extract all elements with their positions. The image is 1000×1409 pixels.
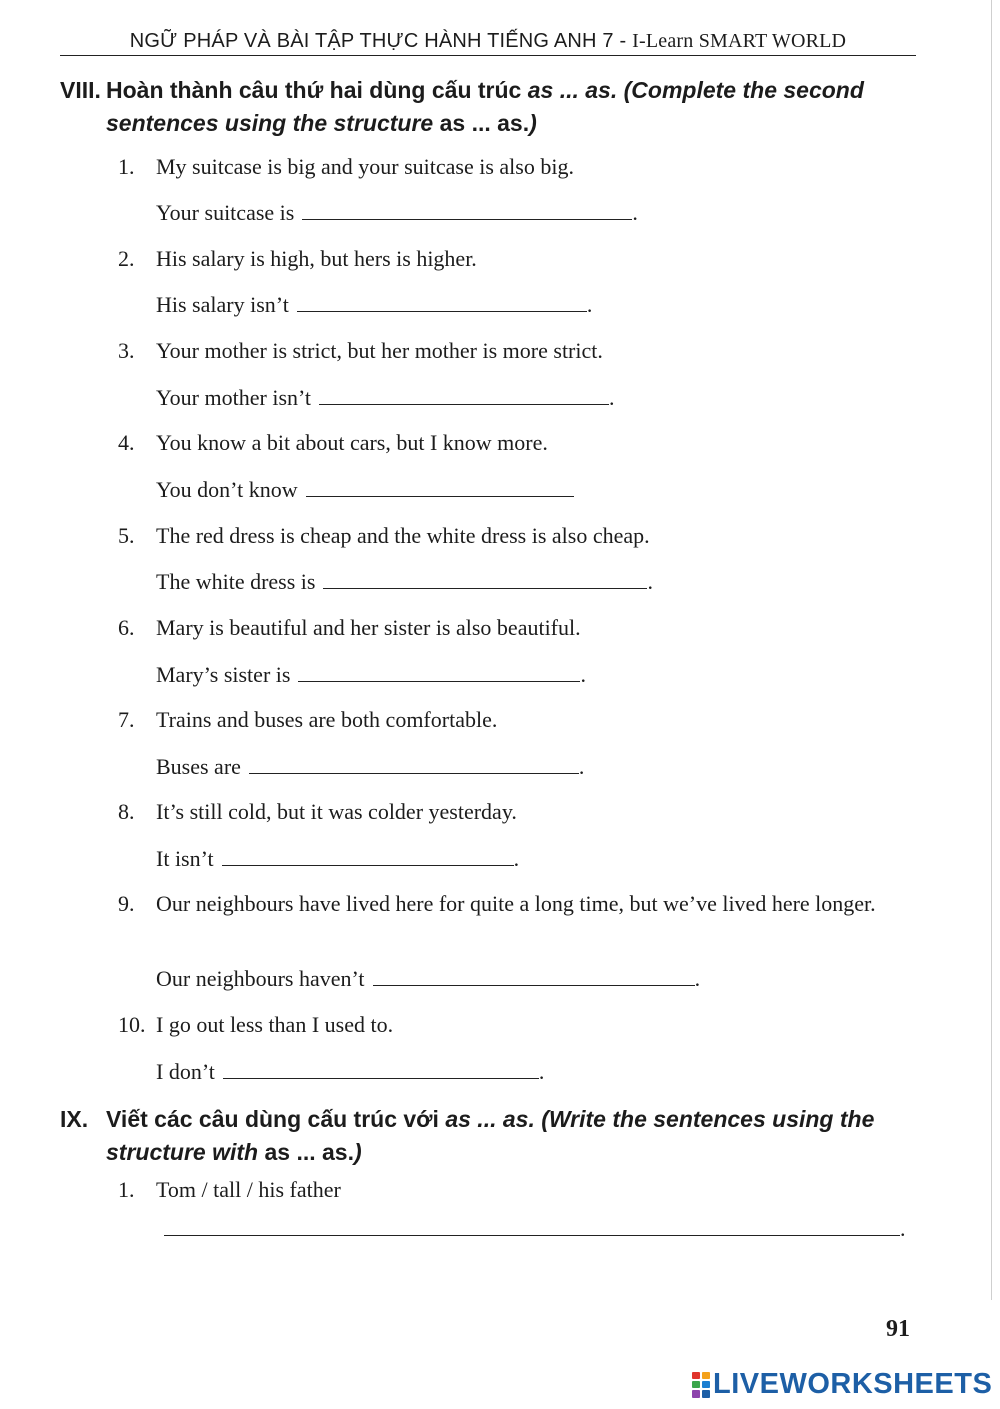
question-1	[118, 152, 918, 181]
section-9-answer-blank-1[interactable]	[164, 1217, 900, 1236]
logo-text: LIVEWORKSHEETS	[713, 1368, 993, 1400]
header-book-title: I-Learn SMART WORLD	[632, 30, 847, 52]
answer-end: .	[632, 200, 638, 225]
question-text: It’s still cold, but it was colder yesterday.	[156, 799, 517, 824]
question-text: My suitcase is big and your suitcase is also big.	[156, 154, 574, 179]
section-8-title-en: (Complete the second	[617, 77, 864, 103]
section-9-answer-line-1	[164, 1214, 906, 1243]
section-8-structure: as ... as.	[527, 77, 618, 103]
answer-end: .	[609, 385, 615, 410]
question-number: 10.	[118, 1012, 146, 1037]
answer-end: .	[586, 292, 593, 317]
section-9-structure: as ... as.	[445, 1106, 535, 1132]
answer-end: .	[900, 1216, 906, 1241]
section-8-structure-plain: as ... as.	[439, 110, 530, 136]
section-9-question-1	[118, 1175, 918, 1204]
question-text: Tom / tall / his father	[156, 1177, 341, 1202]
answer-line-6	[156, 660, 586, 689]
answer-prompt: Buses are	[156, 754, 241, 779]
question-number: 8.	[118, 799, 135, 824]
answer-blank-2[interactable]	[297, 293, 587, 312]
question-2	[118, 244, 918, 273]
section-8-heading	[60, 74, 920, 140]
answer-prompt: His salary isn’t	[156, 292, 289, 317]
section-8-close: )	[529, 110, 537, 136]
question-number: 1.	[118, 1177, 135, 1202]
question-text: Trains and buses are both comfortable.	[156, 707, 498, 732]
answer-end: .	[538, 1059, 545, 1084]
question-text: Your mother is strict, but her mother is more strict.	[156, 338, 603, 363]
question-8	[118, 797, 918, 826]
question-7	[118, 705, 918, 734]
question-6	[118, 613, 918, 642]
question-text: The red dress is cheap and the white dress is also cheap.	[156, 523, 650, 548]
answer-blank-1[interactable]	[302, 201, 632, 220]
section-8-title-en-line2: sentences using the structure	[106, 110, 440, 136]
answer-blank-9[interactable]	[373, 967, 695, 986]
section-9-number: IX.	[60, 1106, 89, 1132]
question-number: 9.	[118, 891, 135, 916]
answer-blank-7[interactable]	[249, 755, 579, 774]
question-text: You know a bit about cars, but I know more.	[156, 430, 548, 455]
answer-line-4	[156, 475, 574, 504]
answer-blank-5[interactable]	[323, 570, 647, 589]
answer-end: .	[578, 754, 585, 779]
answer-blank-10[interactable]	[223, 1060, 539, 1079]
answer-line-3	[156, 383, 615, 412]
section-9-title-en: (Write the sentences using the	[534, 1106, 875, 1132]
question-number: 1.	[118, 154, 135, 179]
answer-prompt: I don’t	[156, 1059, 215, 1084]
answer-prompt: Your mother isn’t	[156, 385, 312, 410]
answer-prompt: Our neighbours haven’t	[156, 966, 365, 991]
running-header	[60, 30, 916, 56]
question-number: 5.	[118, 523, 135, 548]
answer-line-9	[156, 964, 700, 993]
question-number: 4.	[118, 430, 135, 455]
liveworksheets-logo	[692, 1368, 992, 1401]
answer-blank-4[interactable]	[306, 478, 574, 497]
answer-prompt: You don’t know	[156, 477, 298, 502]
answer-line-8	[156, 844, 519, 873]
header-viet-title: NGỮ PHÁP VÀ BÀI TẬP THỰC HÀNH TIẾNG ANH 7 -	[129, 30, 633, 52]
question-10	[118, 1010, 918, 1039]
question-text: I go out less than I used to.	[156, 1012, 394, 1037]
question-3	[118, 336, 918, 365]
page-number: 91	[886, 1316, 910, 1342]
question-number: 7.	[118, 707, 135, 732]
answer-end: .	[694, 966, 701, 991]
answer-blank-3[interactable]	[319, 386, 609, 405]
logo-mark-icon	[692, 1372, 710, 1398]
question-4	[118, 428, 918, 457]
question-9	[118, 889, 918, 918]
question-5	[118, 521, 918, 550]
answer-prompt: The white dress is	[156, 569, 316, 594]
answer-prompt: Your suitcase is	[156, 200, 295, 225]
answer-prompt: It isn’t	[156, 846, 214, 871]
answer-end: .	[580, 662, 586, 687]
section-8-number: VIII.	[60, 77, 101, 103]
section-8-title-viet: Hoàn thành câu thứ hai dùng cấu trúc	[106, 77, 528, 103]
answer-line-5	[156, 567, 653, 596]
answer-blank-6[interactable]	[298, 663, 580, 682]
answer-line-10	[156, 1057, 544, 1086]
section-9-structure-plain: as ... as.	[264, 1139, 354, 1165]
answer-line-7	[156, 752, 584, 781]
section-9-heading	[60, 1103, 920, 1169]
question-text: Mary is beautiful and her sister is also beautiful.	[156, 615, 581, 640]
page-edge-rule	[991, 0, 992, 1300]
answer-prompt: Mary’s sister is	[156, 662, 291, 687]
question-number: 3.	[118, 338, 135, 363]
section-9-title-en-line2: structure with	[106, 1139, 265, 1165]
question-number: 2.	[118, 246, 135, 271]
section-9-close: )	[353, 1139, 362, 1165]
question-text: Our neighbours have lived here for quite a long time, but we’ve lived here longer.	[156, 891, 876, 916]
answer-blank-8[interactable]	[222, 847, 514, 866]
question-number: 6.	[118, 615, 135, 640]
question-text: His salary is high, but hers is higher.	[156, 246, 477, 271]
answer-line-2	[156, 290, 592, 319]
answer-end: .	[647, 569, 653, 594]
section-9-title-viet: Viết các câu dùng cấu trúc với	[106, 1106, 446, 1132]
answer-line-1	[156, 198, 638, 227]
answer-end: .	[513, 846, 520, 871]
